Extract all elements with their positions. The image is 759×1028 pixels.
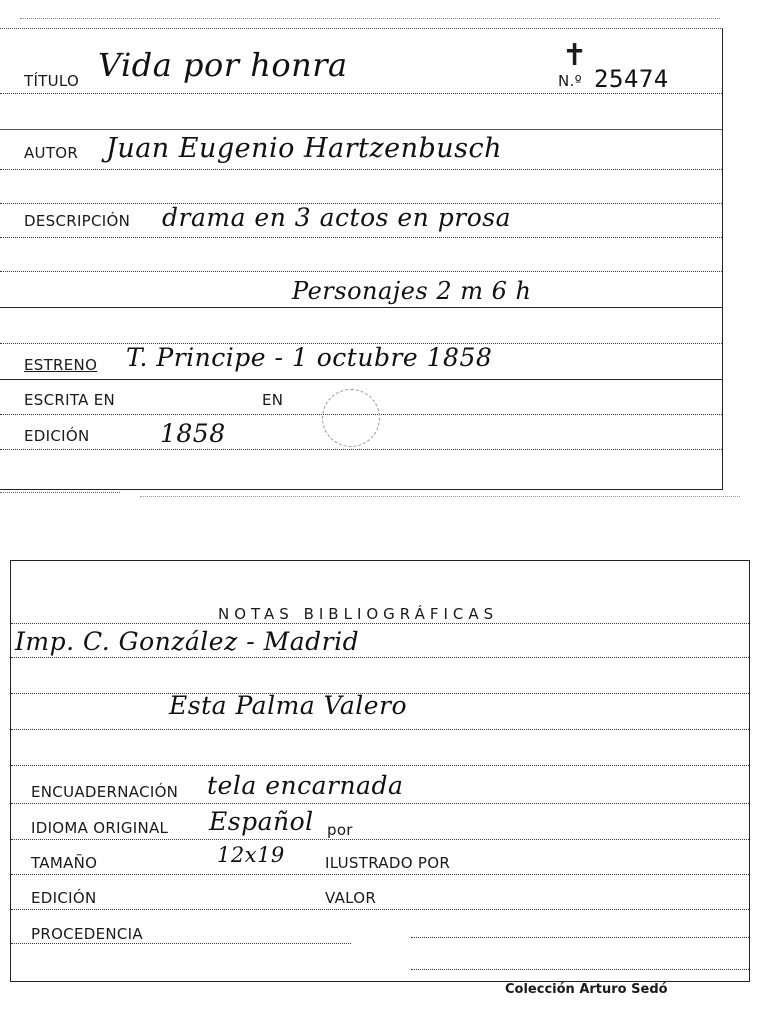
idioma-original-label: IDIOMA ORIGINAL [31, 819, 169, 837]
rule-line [11, 943, 351, 944]
edicion-label: EDICIÓN [24, 427, 90, 445]
notas-title: NOTAS BIBLIOGRÁFICAS [218, 605, 499, 623]
tamano-label: TAMAÑO [31, 854, 98, 872]
catalog-card-bottom [10, 560, 750, 982]
rule-line [11, 765, 749, 766]
rule-line [411, 969, 749, 970]
rule-line [11, 657, 749, 658]
collection-footer: Colección Arturo Sedó [505, 982, 668, 997]
edicion-label: EDICIÓN [31, 889, 97, 907]
rule-line [411, 937, 749, 938]
rule-line [0, 129, 722, 130]
descripcion-value: drama en 3 actos en prosa [162, 203, 511, 232]
punch-hole [322, 389, 380, 447]
rule-line [11, 874, 749, 875]
autor-value: Juan Eugenio Hartzenbusch [106, 133, 503, 164]
idioma-original-value: Español [209, 807, 314, 836]
scan-edge [20, 18, 720, 19]
rule-line [11, 803, 749, 804]
rule-line [0, 307, 722, 308]
rule-line [11, 729, 749, 730]
rule-line [11, 909, 749, 910]
encuadernacion-label: ENCUADERNACIÓN [31, 783, 179, 801]
rule-line [0, 93, 722, 94]
encuadernacion-value: tela encarnada [207, 771, 404, 800]
catalog-card-top [0, 28, 723, 490]
imprenta-value: Imp. C. González - Madrid [15, 627, 360, 656]
numero-value: 25474 [594, 65, 669, 93]
titulo-label: TÍTULO [24, 72, 80, 90]
scan-edge [140, 496, 740, 497]
descripcion-label: DESCRIPCIÓN [24, 212, 131, 230]
autor-label: AUTOR [24, 144, 79, 162]
esta-value: Esta Palma Valero [169, 691, 408, 720]
procedencia-label: PROCEDENCIA [31, 925, 143, 943]
personajes-value: Personajes 2 m 6 h [292, 277, 532, 305]
titulo-value: Vida por honra [98, 46, 348, 84]
rule-line [11, 839, 749, 840]
tamano-value: 12x19 [217, 843, 285, 867]
rule-line [11, 623, 749, 624]
estreno-label: ESTRENO [24, 356, 98, 374]
en-label: EN [262, 391, 284, 409]
valor-label: VALOR [325, 889, 377, 907]
rule-line [0, 449, 722, 450]
escrita-en-label: ESCRITA EN [24, 391, 116, 409]
numero-label: N.º [558, 72, 582, 90]
scan-edge [0, 492, 120, 493]
estreno-value: T. Principe - 1 octubre 1858 [126, 343, 493, 372]
edicion-value: 1858 [160, 419, 226, 448]
ilustrado-por-label: ILUSTRADO POR [325, 854, 451, 872]
rule-line [0, 237, 722, 238]
rule-line [0, 271, 722, 272]
por-label: por [327, 821, 353, 839]
rule-line [0, 169, 722, 170]
cross-mark-icon: ✝ [562, 38, 588, 73]
rule-line [0, 379, 722, 380]
